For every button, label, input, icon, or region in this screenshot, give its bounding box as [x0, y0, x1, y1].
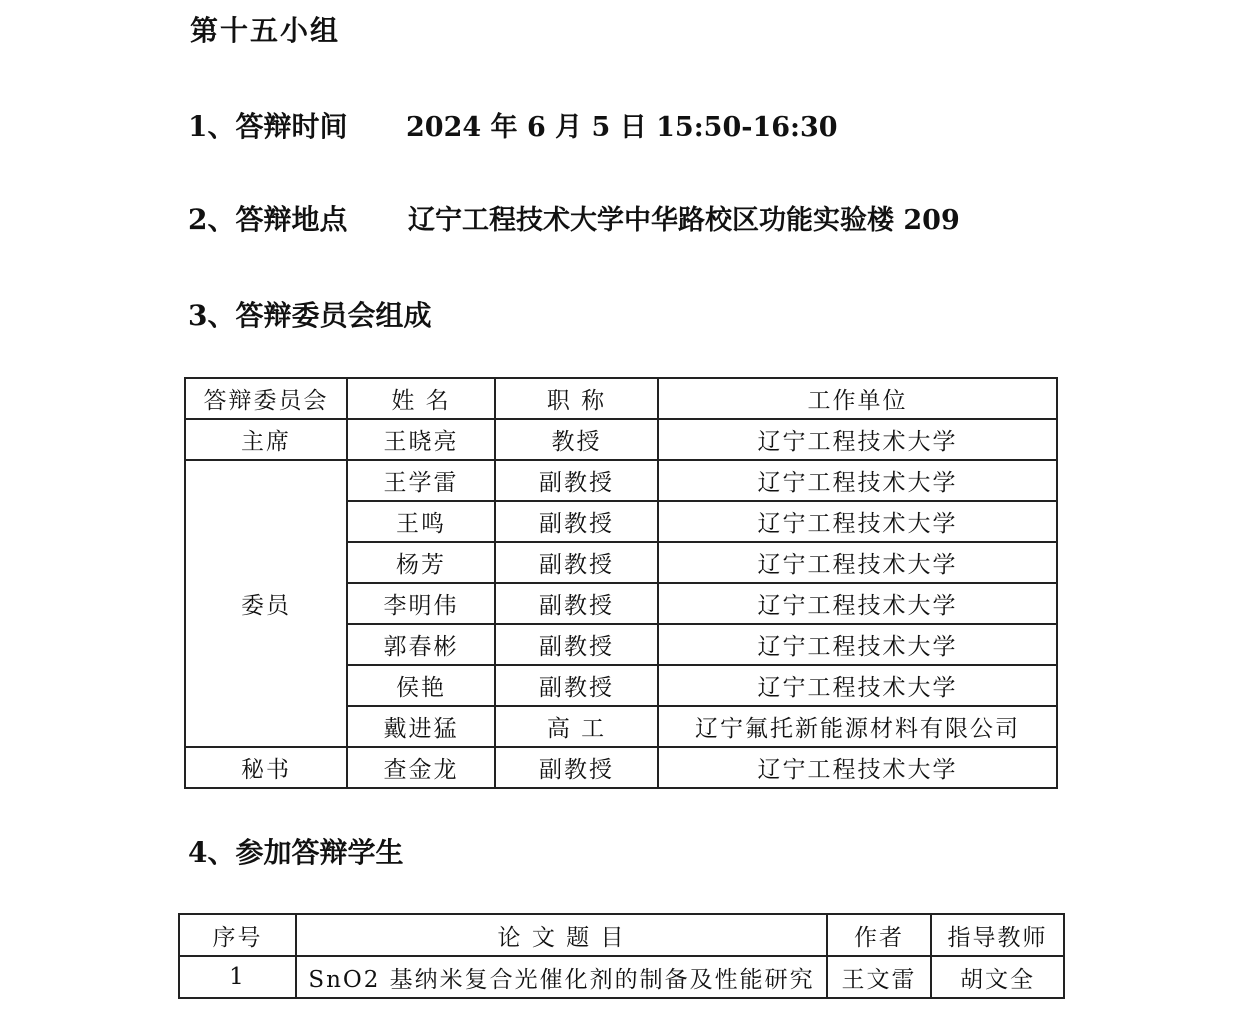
- student-advisor: 胡文全: [931, 956, 1064, 998]
- role-members: 委员: [185, 460, 347, 747]
- member-title: 副教授: [495, 665, 658, 706]
- member-unit: 辽宁工程技术大学: [658, 460, 1057, 501]
- header-name: 姓 名: [347, 378, 495, 419]
- member-name: 郭春彬: [347, 624, 495, 665]
- header-advisor: 指导教师: [931, 914, 1064, 956]
- section-committee-label: 3、答辩委员会组成: [188, 299, 432, 332]
- section-students-label: 4、参加答辩学生: [188, 836, 404, 869]
- section-location-label: 2、答辩地点: [188, 203, 348, 236]
- header-index: 序号: [179, 914, 296, 956]
- member-unit: 辽宁工程技术大学: [658, 501, 1057, 542]
- member-title: 副教授: [495, 501, 658, 542]
- member-name: 王学雷: [347, 460, 495, 501]
- member-title: 教授: [495, 419, 658, 460]
- member-unit: 辽宁工程技术大学: [658, 624, 1057, 665]
- header-topic: 论 文 题 目: [296, 914, 827, 956]
- header-unit: 工作单位: [658, 378, 1057, 419]
- header-author: 作者: [827, 914, 931, 956]
- member-name: 戴进猛: [347, 706, 495, 747]
- member-unit: 辽宁工程技术大学: [658, 665, 1057, 706]
- member-title: 副教授: [495, 624, 658, 665]
- student-author: 王文雷: [827, 956, 931, 998]
- member-name: 侯艳: [347, 665, 495, 706]
- member-unit: 辽宁氟托新能源材料有限公司: [658, 706, 1057, 747]
- table-row: [185, 419, 1057, 460]
- member-unit: 辽宁工程技术大学: [658, 747, 1057, 788]
- member-name: 查金龙: [347, 747, 495, 788]
- role-secretary: 秘书: [185, 747, 347, 788]
- section-time-label: 1、答辩时间: [188, 110, 348, 143]
- table-row: [185, 747, 1057, 788]
- committee-table: [184, 377, 1058, 789]
- member-name: 杨芳: [347, 542, 495, 583]
- table-row: [185, 460, 1057, 501]
- member-name: 王鸣: [347, 501, 495, 542]
- member-title: 副教授: [495, 747, 658, 788]
- table-header-row: [185, 378, 1057, 419]
- table-header-row: [179, 914, 1064, 956]
- member-unit: 辽宁工程技术大学: [658, 583, 1057, 624]
- member-unit: 辽宁工程技术大学: [658, 542, 1057, 583]
- group-title: 第十五小组: [190, 14, 341, 47]
- section-time-value: 2024 年 6 月 5 日 15:50-16:30: [406, 112, 838, 143]
- student-index: 1: [179, 956, 296, 998]
- student-topic: SnO2 基纳米复合光催化剂的制备及性能研究: [296, 956, 827, 998]
- header-committee: 答辩委员会: [185, 378, 347, 419]
- header-title: 职 称: [495, 378, 658, 419]
- member-name: 李明伟: [347, 583, 495, 624]
- students-table: [178, 913, 1065, 999]
- member-name: 王晓亮: [347, 419, 495, 460]
- member-unit: 辽宁工程技术大学: [658, 419, 1057, 460]
- table-row: [179, 956, 1064, 998]
- section-location-value: 辽宁工程技术大学中华路校区功能实验楼 209: [408, 205, 960, 236]
- role-chair: 主席: [185, 419, 347, 460]
- member-title: 副教授: [495, 542, 658, 583]
- member-title: 高 工: [495, 706, 658, 747]
- member-title: 副教授: [495, 460, 658, 501]
- member-title: 副教授: [495, 583, 658, 624]
